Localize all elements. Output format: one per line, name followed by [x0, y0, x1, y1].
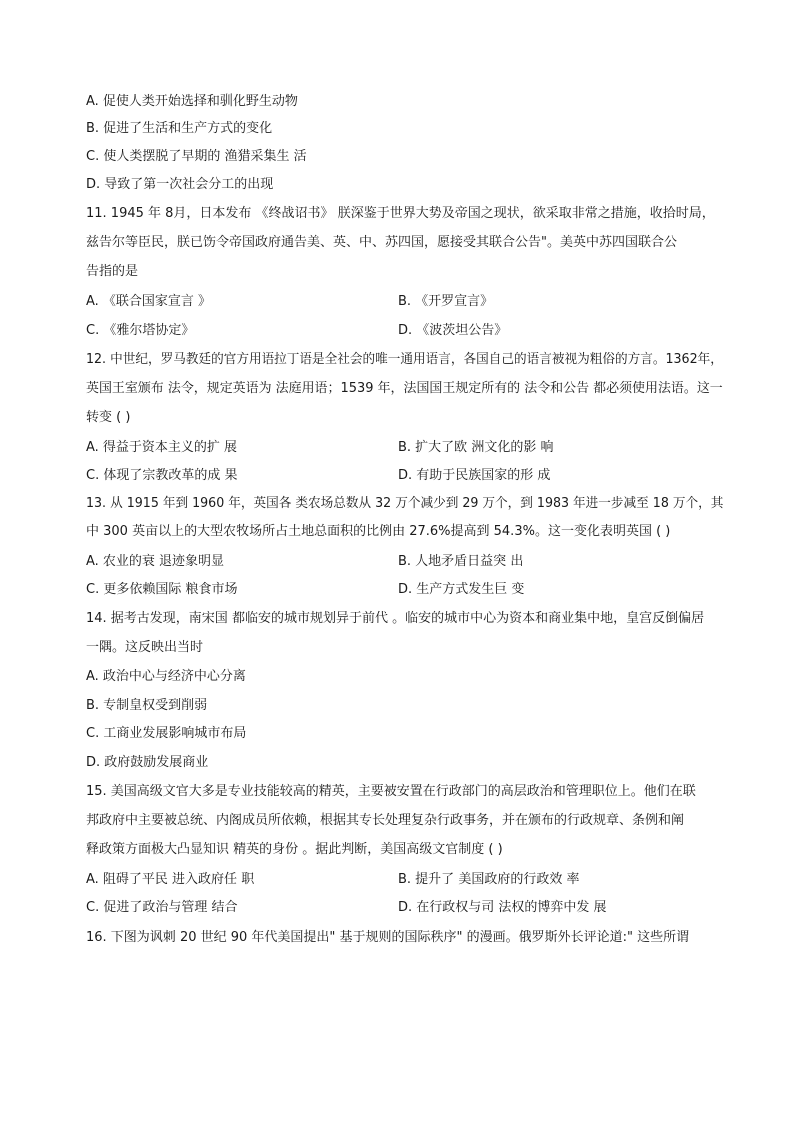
q10-option-d: D. 导致了第一次社会分工的出现 — [86, 177, 274, 192]
q13-option-c: C. 更多依赖国际 粮食市场 — [86, 582, 238, 597]
q13-option-a: A. 农业的衰 退迹象明显 — [86, 554, 225, 569]
q15-stem-line-2: 邦政府中主要被总统、内阁成员所依赖，根据其专长处理复杂行政事务，并在颁布的行政规章、条例和阐 — [86, 813, 685, 828]
q10-option-b: B. 促进了生活和生产方式的变化 — [86, 121, 273, 136]
q13-stem-line-1: 13. 从 1915 年到 1960 年，英国各 类农场总数从 32 万个减少到 29 万个，到 1983 年进一步减至 18 万个，其 — [86, 496, 724, 511]
q11-option-c: C. 《雅尔塔协定》 — [86, 323, 195, 338]
q14-stem-line-2: 一隅。这反映出当时 — [86, 640, 204, 655]
q16-stem-line-1: 16. 下图为讽刺 20 世纪 90 年代美国提出" 基于规则的国际秩序" 的漫画。俄罗斯外长评论道:" 这些所谓 — [86, 930, 690, 945]
q15-option-a: A. 阻碍了平民 进入政府任 职 — [86, 872, 255, 887]
q15-option-c: C. 促进了政治与管理 结合 — [86, 900, 238, 915]
q12-option-a: A. 得益于资本主义的扩 展 — [86, 440, 238, 455]
q12-option-c: C. 体现了宗教改革的成 果 — [86, 468, 238, 483]
q15-stem-line-3: 释政策方面极大凸显知识 精英的身份 。据此判断，美国高级文官制度 ( ) — [86, 842, 503, 857]
q11-option-d: D. 《波茨坦公告》 — [398, 323, 508, 338]
q12-stem-line-3: 转变 ( ) — [86, 410, 131, 425]
q14-option-b: B. 专制皇权受到削弱 — [86, 698, 208, 713]
q11-stem-line-1: 11. 1945 年 8月，日本发布 《终战诏书》 朕深鉴于世界大势及帝国之现状，欲采取非常之措施，收拾时局， — [86, 206, 715, 221]
q14-option-a: A. 政治中心与经济中心分离 — [86, 669, 246, 684]
q15-option-b: B. 提升了 美国政府的行政效 率 — [398, 872, 580, 887]
q11-option-a: A. 《联合国家宣言 》 — [86, 294, 212, 309]
q14-option-c: C. 工商业发展影响城市布局 — [86, 726, 247, 741]
q15-option-d: D. 在行政权与司 法权的博弈中发 展 — [398, 900, 607, 915]
q13-option-b: B. 人地矛盾日益突 出 — [398, 554, 524, 569]
q13-stem-line-2: 中 300 英亩以上的大型农牧场所占土地总面积的比例由 27.6%提高到 54.3%。这一变化表明英国 ( ) — [86, 524, 671, 539]
q12-option-d: D. 有助于民族国家的形 成 — [398, 468, 551, 483]
q15-stem-line-1: 15. 美国高级文官大多是专业技能较高的精英，主要被安置在行政部门的高层政治和管理职位上。他们在联 — [86, 784, 696, 799]
q11-option-b: B. 《开罗宣言》 — [398, 294, 494, 309]
q10-option-c: C. 使人类摆脱了早期的 渔猎采集生 活 — [86, 149, 307, 164]
q13-option-d: D. 生产方式发生巨 变 — [398, 582, 525, 597]
q12-stem-line-1: 12. 中世纪，罗马教廷的官方用语拉丁语是全社会的唯一通用语言，各国自己的语言被视为粗俗的方言。1362年， — [86, 352, 723, 367]
q14-option-d: D. 政府鼓励发展商业 — [86, 755, 209, 770]
q14-stem-line-1: 14. 据考古发现，南宋国 都临安的城市规划异于前代 。临安的城市中心为资本和商业集中地，皇宫反倒偏居 — [86, 611, 705, 626]
q12-option-b: B. 扩大了欧 洲文化的影 响 — [398, 440, 554, 455]
q11-stem-line-3: 告指的是 — [86, 264, 139, 279]
q11-stem-line-2: 兹告尔等臣民，朕已饬令帝国政府通告美、英、中、苏四国，愿接受其联合公告"。美英中苏四国联合公 — [86, 235, 677, 250]
q12-stem-line-2: 英国王室颁布 法令，规定英语为 法庭用语；1539 年，法国国王规定所有的 法令和公告 都必须使用法语。这一 — [86, 381, 723, 396]
q10-option-a: A. 促使人类开始选择和驯化野生动物 — [86, 94, 298, 109]
